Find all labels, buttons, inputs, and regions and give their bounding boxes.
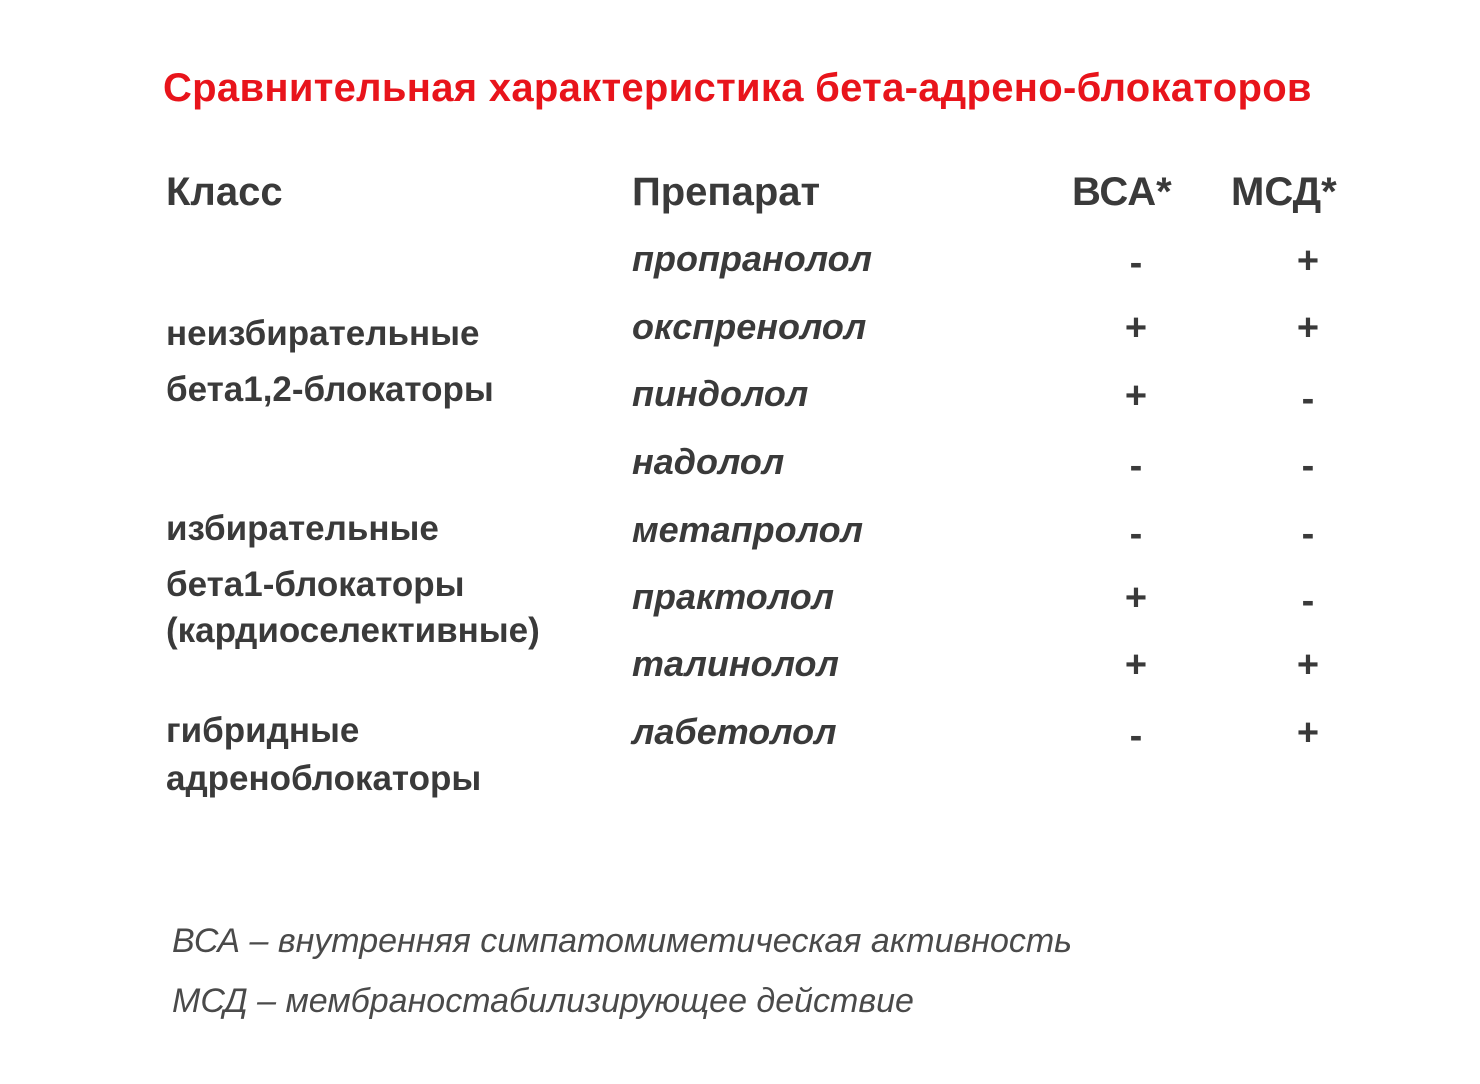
drug-name: метапролол [632, 509, 863, 550]
vsa-mark: + [1124, 375, 1148, 417]
vsa-mark: + [1124, 644, 1148, 686]
msd-mark: + [1296, 307, 1320, 349]
class-line: бета1,2-блокаторы [166, 370, 494, 409]
msd-mark: - [1301, 378, 1315, 420]
class-group-nonselective [166, 310, 494, 414]
slide-title: Сравнительная характеристика бета-адрено-блокаторов [163, 66, 1312, 110]
class-group-selective [166, 505, 540, 655]
vsa-mark: - [1129, 715, 1143, 757]
header-msd: МСД* [1231, 170, 1337, 214]
legend-vsa: ВСА – внутренняя симпатомиметическая активность [172, 922, 1073, 960]
class-line: адреноблокаторы [166, 759, 482, 798]
class-line: избирательные [166, 509, 439, 548]
drug-name: талинолол [632, 643, 839, 684]
msd-mark: + [1296, 240, 1320, 282]
vsa-mark: + [1124, 307, 1148, 349]
vsa-mark: - [1129, 513, 1143, 555]
header-vsa: ВСА* [1072, 170, 1172, 214]
vsa-mark: + [1124, 577, 1148, 619]
class-group-hybrid [166, 707, 481, 803]
drug-name: лабетолол [632, 711, 837, 752]
vsa-mark: - [1129, 445, 1143, 487]
class-line: неизбирательные [166, 314, 480, 353]
drug-name: пропранолол [632, 238, 873, 279]
legend-msd: МСД – мембраностабилизирующее действие [172, 982, 914, 1020]
msd-mark: - [1301, 513, 1315, 555]
msd-mark: + [1296, 644, 1320, 686]
drug-name: окспренолол [632, 306, 867, 347]
msd-mark: + [1296, 712, 1320, 754]
header-class: Класс [166, 170, 283, 214]
class-line: бета1-блокаторы [166, 565, 465, 604]
class-line: (кардиоселективные) [166, 611, 540, 650]
msd-mark: - [1301, 580, 1315, 622]
class-line: гибридные [166, 711, 360, 750]
msd-mark: - [1301, 445, 1315, 487]
vsa-mark: - [1129, 242, 1143, 284]
drug-name: надолол [632, 441, 785, 482]
drug-name: практолол [632, 576, 835, 617]
header-drug: Препарат [632, 170, 821, 214]
drug-name: пиндолол [632, 373, 809, 414]
